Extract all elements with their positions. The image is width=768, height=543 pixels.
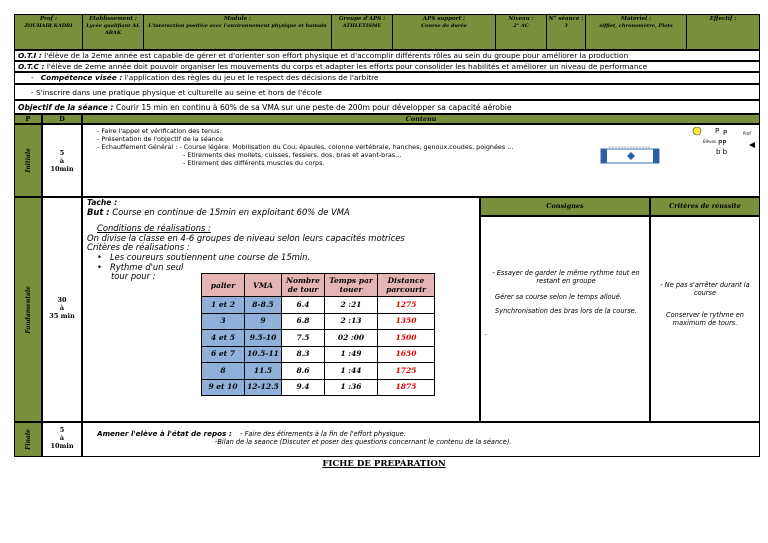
header-materiel: Matériel : sifflet, chronomètre, Plots <box>586 15 687 50</box>
consigne-3: Synchronisation des bras lors de la course. <box>495 307 637 315</box>
finale-content <box>82 422 760 457</box>
initiale-subline-1: - Etirements des mollets, cuisses, fessiers, dos, bras et avant-bras… <box>183 151 402 159</box>
fondamentale-content <box>82 197 480 422</box>
vma-header-palier: palier <box>202 274 245 297</box>
table-row: 3 9 6.8 2 :13 1350 <box>202 313 435 330</box>
inscrire-row: - S'inscrire dans une pratique physique et culturelle au seine et hors de l'école <box>14 84 760 100</box>
criteres-title: Critères de réalisations : <box>87 242 190 253</box>
consignes-body <box>480 216 650 422</box>
bullet-2b: tour pour : <box>111 271 156 282</box>
phase-fondamentale: Fondamentale <box>14 197 42 422</box>
reussite-2: Conserver le rythme en maximum de tours. <box>666 311 744 327</box>
table-row: 1 et 2 8-8.5 6.4 2 :21 1275 <box>202 297 435 314</box>
duree-finale: 5 à 10min <box>42 422 82 457</box>
table-row: 6 et 7 10.5-11 8.3 1 :49 1650 <box>202 346 435 363</box>
initiale-subline-2: - Etirement des différents muscles du corps. <box>183 159 325 167</box>
table-row: 9 et 10 12-12.5 9.4 1 :36 1875 <box>202 379 435 396</box>
vma-table <box>201 273 435 396</box>
phase-initiale: Initiale <box>14 124 42 197</box>
prof-label: Prof <box>743 131 751 136</box>
initiale-line-1: - Faire l'appel et vérification des tenus. <box>97 127 222 135</box>
vma-header-distance: Distance parcourir <box>378 274 435 297</box>
conditions-title: Conditions de réalisations : <box>97 223 211 234</box>
initiale-line-2: - Présentation de l'objectif de la séance <box>97 135 224 143</box>
finale-line-2: -Bilan de la seance (Discuter et poser des questions concernant le contenu de la séance). <box>215 438 512 446</box>
formation-diagram <box>691 125 759 159</box>
header-etablissement: Etablissement : Lycée qualifiant AL ABAK <box>83 15 144 50</box>
otc-row: O.T.C : l'élève de 2eme année doit pouvoir organiser les mouvements du corps et adapter les efforts pour consolider les habilités et améliorer un niveau de performance <box>14 61 760 72</box>
svg-text:P: P <box>715 127 720 135</box>
col-p-header: P <box>14 114 42 124</box>
table-row: 4 et 5 9.5-10 7.5 02 :00 1500 <box>202 330 435 347</box>
vma-header-vma: VMA <box>245 274 282 297</box>
vma-header-tours: Nombre de tour <box>282 274 325 297</box>
svg-text:P: P <box>723 129 728 137</box>
header-groupe: Groupe d'APS : ATHLETISME <box>332 15 393 50</box>
initiale-content <box>82 124 760 197</box>
bullet-2: • Rythme d'un seul <box>97 261 184 272</box>
header-module: Module : L'interaction positive avec l'environnement physique et humain <box>144 15 332 50</box>
oti-row: O.T.I : l'élève de la 2eme année est capable de gérer et d'orienter son effort physique et d'accomplir différents rôles au sein du groupe pour améliorer la production <box>14 50 760 61</box>
vma-header-temps: Temps par touer <box>325 274 378 297</box>
col-d-header: D <box>42 114 82 124</box>
reussite-1: - Ne pas s'arrêter durant la course <box>660 281 750 297</box>
criteres-reussite-body <box>650 216 760 422</box>
header-effectif: Effectif : <box>687 15 760 50</box>
consignes-header: Consignes <box>480 197 650 216</box>
eleves-label: Elèves <box>703 139 717 144</box>
competence-row: - Compétence visée : l'application des règles du jeu et le respect des décisions de l'arbitre <box>14 72 760 84</box>
header-table <box>14 14 760 50</box>
table-row: 8 11.5 8.6 1 :44 1725 <box>202 363 435 380</box>
duree-fondamentale: 30 à 35 min <box>42 197 82 422</box>
header-prof: Prof : ZOUHAIR KADRI <box>15 15 83 50</box>
header-seance: N° séance : 3 <box>547 15 586 50</box>
bullet-1: • Les coureurs soutiennent une course de 15min. <box>97 251 311 262</box>
but-line: But : Course en continue de 15min en exploitant 60% de VMA <box>87 206 350 217</box>
svg-text:b b: b b <box>716 148 728 156</box>
conditions-text: On divise la classe en 4-6 groupes de niveau selon leurs capacités motrices <box>87 232 405 243</box>
header-niveau: Niveau : 2° AC <box>496 15 547 50</box>
criteres-reussite-header: Critères de réussite <box>650 197 760 216</box>
page-title: FICHE DE PREPARATION <box>322 459 446 469</box>
header-band <box>14 14 760 50</box>
consigne-2: Gérer sa course selon le temps alloué. <box>495 293 622 301</box>
svg-text:PP: PP <box>718 139 727 147</box>
warmup-diagram <box>599 139 661 169</box>
col-contenu-header: Contenu <box>82 114 760 124</box>
consigne-dot: . <box>485 329 488 337</box>
initiale-line-3: - Echauffement Général : - Course légère. Mobilisation du Cou, épaules, colonne vertébrale, hanches, genoux,coudes, poignées … <box>97 143 514 151</box>
finale-line-1: Amener l'elève à l'état de repos : - Faire des étirements à la fin de l'effort physique. <box>97 429 406 438</box>
header-aps: APS support : Course de durée <box>393 15 496 50</box>
consigne-1: - Essayer de garder le même rythme tout en restant en groupe <box>492 269 640 285</box>
objectif-row: Objectif de la séance : Courir 15 min en continu à 60% de sa VMA sur une peste de 200m pour développer sa capacité aérobie <box>14 100 760 114</box>
tache-label: Tache : <box>87 198 118 207</box>
phase-finale: Finale <box>14 422 42 457</box>
duree-initiale: 5 à 10min <box>42 124 82 197</box>
